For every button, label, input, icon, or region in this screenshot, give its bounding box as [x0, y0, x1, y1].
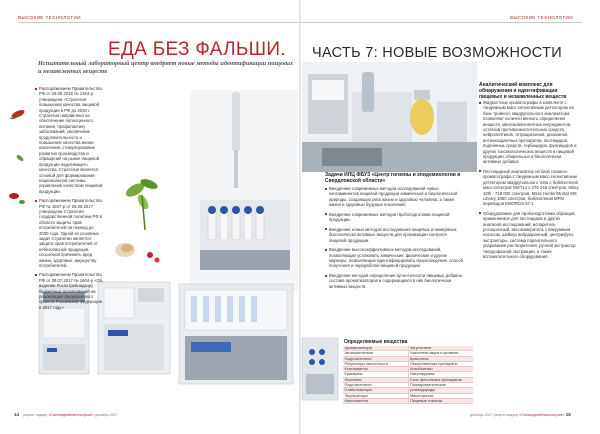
section-label-right: ВЫСОКИЕ ТЕХНОЛОГИИ: [510, 15, 573, 20]
table-cell: Соль фенольных препаратов: [408, 378, 474, 382]
footer-text: рецепт надзор: [493, 413, 518, 417]
table-cell: углеводороды: [408, 388, 474, 392]
mass-spectrometer-photo: [94, 278, 174, 378]
extraction-system-photo: [175, 278, 297, 388]
footer-left: [14, 412, 118, 417]
table-cell: Регуляторы кислотности: [344, 361, 388, 366]
table-cell: Крахмалы: [344, 372, 363, 377]
issue-date: декабрь 2017: [470, 413, 493, 417]
section-label-left: ВЫСОКИЕ ТЕХНОЛОГИИ: [18, 15, 81, 20]
headline-part: ЧАСТЬ 7: НОВЫЕ ВОЗМОЖНОСТИ: [312, 45, 562, 61]
table-cell: Загустители: [408, 346, 474, 350]
footer-text: рецепт надзор: [23, 413, 48, 417]
table-cell: Микотоксины: [408, 394, 474, 398]
task-item: Внедрение методов определения аутентичности пищевых добавок, состава ароматизаторов и содержащихся в них биологически активных веществ.: [325, 273, 465, 289]
tasks-list: [325, 186, 465, 293]
table-cell: Антибиотики: [408, 367, 474, 371]
tasks-title: Задачи ИЛЦ ФБУЗ «Центр гигиены и эпидемиологии в Свердловской области»: [325, 172, 461, 184]
table-body: [343, 346, 473, 404]
article-subtitle: Испытательный лабораторный центр внедряет новые методы идентификации пищевых и незаявленных веществ: [38, 60, 294, 75]
table-cell: Носители: [344, 377, 362, 382]
table-cell: Антиокислители: [344, 351, 374, 356]
section-rule-left: [18, 22, 300, 23]
table-cell: Подсластители: [344, 356, 372, 361]
section-rule-right: [300, 22, 582, 23]
table-cell: Наполнители: [344, 398, 368, 403]
complex-item: Оборудование для пробоподготовки образцов, применяемое для пестицидов и других анализов исследований: испаритель ротационный, весоизмеритель с вакуумным насосом, шейкер вибрационный, центрифуги, экстракторы, система параллельного упаривания растворителей, ручной экстрактор твердофазной экстракции, а также вспомогательного оборудования.: [479, 211, 579, 260]
magazine-name: «Санэпидемблагополучие»: [48, 413, 95, 417]
regulations-column: [35, 86, 103, 314]
lab-workbench-photo: [302, 62, 477, 172]
table-row: [343, 399, 473, 404]
complex-list: [479, 100, 579, 263]
page-number: 14: [14, 412, 20, 417]
pepper-photo: [6, 96, 34, 216]
table-cell: Стабилизаторы: [344, 388, 373, 393]
complex-title: Аналитический комплекс для обнаружения и идентификации пищевых и незаявленных веществ: [479, 82, 567, 100]
footer-right: [470, 412, 574, 417]
table-title: Определяемые вещества: [344, 339, 408, 345]
table-cell: Ароматизаторы: [344, 346, 373, 350]
task-item: Внедрение современных методов пробоподготовки пищевой продукции.: [325, 212, 465, 223]
task-item: Внедрение новых методов исследования пищевых и немеряных биологически активных веществ для организации контроля пищевой продукции.: [325, 227, 465, 243]
magazine-name: «Санэпидемблагополучие»: [518, 413, 565, 417]
lab-vials-photo: [190, 90, 298, 290]
headline-main: ЕДА БЕЗ ФАЛЬШИ.: [108, 39, 286, 60]
table-cell: Усилители вкуса и аромата: [408, 351, 474, 355]
regulation-item: Распоряжением Правительства РФ № 1837-р от 28.08.2017 утверждена Стратегия государственной политики РФ в области защиты прав потребителей на период до 2030 года. Одной из основных задач Стратегии является защита прав потребителей от небезопасной продукции, способной причинить вред жизни, здоровью, имуществу потребителей.: [35, 198, 103, 268]
complex-item: Жидкостные хроматографы в комплекте с тандемным масс-селективным детектором на базе тройного квадрупольного анализатора позволяют количественного определения веществ, многокомпонентных ингредиентов, остатков противоокислительных средств, нейролептиков, тетрациклинов, диоксинов, антиоксидантных препаратов, пестицидов, подлинных средств, гербицидов, фунгицидов и других токсикологических веществ в пищевой продукции, сбиральных и биологически активных добавок.: [479, 100, 579, 165]
herbs-photo: [105, 150, 195, 280]
table-cell: Эмульгаторы: [344, 393, 368, 398]
regulation-item: Распоряжением Правительства РФ от 29.06.2016 № 1364-р утверждена «Стратегия повышения качества пищевой продукции в РФ до 2030 г. Стратегия направлена на обеспечение полноценного питания, профилактику заболеваний, увеличение продолжительности и повышение качества жизни населения, стимулирование развития производства и обращения на рынке пищевой продукции надлежащего качества. Стратегия является основой для формирования национальной системы управления качеством пищевой продукции.: [35, 86, 103, 194]
sample-tray-photo: [300, 334, 340, 404]
table-cell: Подсластители: [344, 383, 372, 388]
table-cell: Нитрофураны: [408, 372, 474, 376]
table-cell: Консерванты: [344, 367, 368, 372]
complex-item: Пестицидный анализатор на базе газового хроматографа с тандемным масс-селективным детектором квадрупольного типа с библиотекой масс-спектров NIST14 с 276 248 спектров, Wiley 10th - 719 000 спектров, Mass Hunter/Mortar MS Library 1060 спектров, библиотекой MPM переводов EMORGS 57.1: [479, 169, 579, 207]
table-cell: Красители: [408, 357, 474, 361]
issue-date: декабрь 2017: [95, 413, 118, 417]
table-cell: Полиароматические: [408, 383, 474, 387]
table-cell: Пищевые токсины: [408, 399, 474, 403]
table-cell: Лекарственные препараты: [408, 362, 474, 366]
page-number: 15: [565, 412, 571, 417]
task-item: Внедрение современных методов исследований новых контаминантов пищевой продукции химической и биологической природы, создающих риск жизни и здоровью человека, а также жизни и здоровью будущих поколений.: [325, 186, 465, 208]
substances-table: [343, 340, 473, 404]
regulation-item: Распоряжением Правительства РФ от 28.07.2017 № 1604-р «Об ведении Роспотребнадзору бюджетных ассигнований на реализацию федерального проекта Российской Федерации в 2017 году»: [35, 272, 103, 310]
task-item: Внедрение высокоэффективных методов исследований, позволяющих установить химические, физические и другие маркеры, позволяющие идентифицировать происхождение, способ получения и переработки пищевой продукции.: [325, 247, 465, 269]
